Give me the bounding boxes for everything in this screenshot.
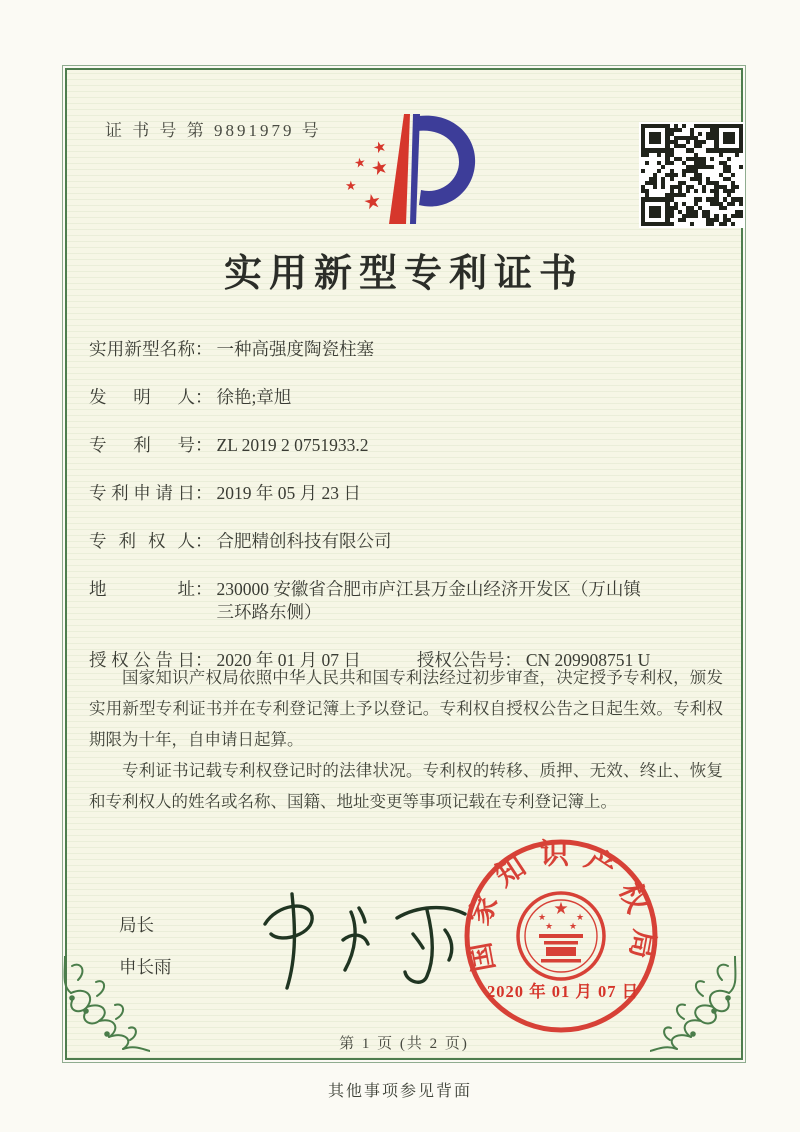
corner-ornament-icon [650,956,750,1066]
seal-date: 2020 年 01 月 07 日 [486,982,640,1001]
field-label: 实用新型名称 [89,339,195,359]
field-value: 合肥精创科技有限公司 [216,531,392,551]
grant-no-value: CN 209908751 U [525,650,651,670]
certificate-title: 实用新型专利证书 [223,253,584,295]
field-label: 地址 [89,579,195,599]
field-value: ZL 2019 2 0751933.2 [216,435,369,455]
svg-text:★: ★ [361,189,384,215]
svg-text:★: ★ [537,912,547,922]
svg-text:★: ★ [568,921,578,931]
field-label: 专利申请日 [89,483,195,503]
national-emblem [518,893,604,979]
certificate-number: 证 书 号 第 9891979 号 [105,121,322,140]
field-inventor: 发明人 ： 徐艳;章旭 [89,386,725,409]
svg-text:★: ★ [553,899,569,918]
page-number: 第 1 页 (共 2 页) [339,1036,469,1052]
officer-title: 局长 [119,915,154,935]
field-value: 一种高强度陶瓷柱塞 [216,339,374,359]
grant-date-label: 授权公告日 [89,650,195,670]
field-label: 发明人 [89,387,195,407]
field-filing-date: 专利申请日 ： 2019 年 05 月 23 日 [89,482,725,505]
legal-paragraph-1: 国家知识产权局依照中华人民共和国专利法经过初步审查，决定授予专利权，颁发实用新型专利证书并在专利登记簿上予以登记。专利权自授权公告之日起生效。专利权期限为十年，自申请日起算。 [89,668,723,750]
legal-paragraph-2: 专利证书记载专利权登记时的法律状况。专利权的转移、质押、无效、终止、恢复和专利权人的姓名或名称、国籍、地址变更等事项记载在专利登记簿上。 [89,761,723,812]
corner-ornament-icon [50,956,150,1066]
certificate-sheet [65,68,743,1060]
back-note: 其他事项参见背面 [327,1083,472,1100]
field-patent-number: 专利号 ： ZL 2019 2 0751933.2 [89,434,725,457]
grant-no-label: 授权公告号 [416,650,505,670]
cnipa-seal-icon [461,836,661,1036]
grant-date-value: 2020 年 01 月 07 日 [216,650,361,670]
field-address: 地址 ： 230000 安徽省合肥市庐江县万金山经济开发区（万山镇三环路东侧） [89,578,725,624]
officer-name: 申长雨 [119,957,172,977]
svg-text:★: ★ [345,178,357,193]
qr-code [639,122,745,228]
field-label: 专利权人 [89,531,195,551]
field-utility-model-name: 实用新型名称 ： 一种高强度陶瓷柱塞 [89,338,725,361]
field-list [89,338,725,672]
field-label: 专利号 [89,435,195,455]
field-patentee: 专利权人 ： 合肥精创科技有限公司 [89,530,725,553]
cnipa-logo-icon [329,110,481,228]
svg-text:★: ★ [371,138,390,158]
legal-text [89,662,723,817]
svg-text:★: ★ [575,912,585,922]
seal-ring-text: 国家知识产权局 [461,838,661,975]
field-grant-announcement: 授权公告日 ： 2020 年 01 月 07 日 授权公告号 ： CN 209908751 U [89,650,651,670]
svg-text:★: ★ [544,921,554,931]
shen-changyu-signature-icon [247,882,492,997]
svg-text:★: ★ [369,156,391,181]
field-value: 230000 安徽省合肥市庐江县万金山经济开发区（万山镇三环路东侧） [216,579,641,622]
field-value: 徐艳;章旭 [216,387,292,407]
svg-text:★: ★ [352,154,368,171]
field-value: 2019 年 05 月 23 日 [216,483,361,503]
